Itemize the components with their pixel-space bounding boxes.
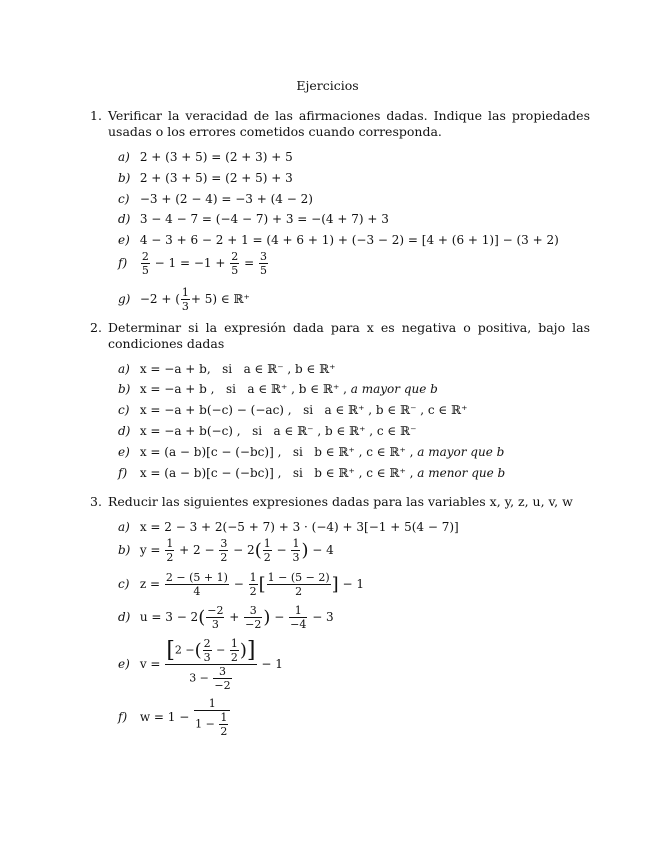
condition-note: a mayor que b [350, 382, 438, 396]
condition-word: si [222, 362, 233, 376]
item-label: c) [118, 192, 130, 206]
page-title: Ejercicios [296, 78, 359, 93]
fraction: $\frac{1}{-4}$ [290, 604, 307, 631]
math-expression: 3 − 4 − 7 = (−4 − 7) + 3 = −(4 + 7) + 3 [139, 212, 389, 226]
condition-word: si [292, 445, 303, 459]
exercise-2f [118, 466, 505, 480]
condition-word: si [303, 403, 314, 417]
exercise-2e [118, 445, 504, 459]
item-label: b) [118, 382, 131, 396]
fraction: 1 1 − $\frac{1}{2}$ [194, 698, 230, 737]
fraction: $\frac{1}{2}$ [220, 711, 228, 738]
math-expression: x = 2 − 3 + 2(−5 + 7) + 3 · (−4) + 3[−1 + 5(4 − 7)] [139, 520, 459, 534]
math-expression: x = −a + b(−c) , [139, 424, 241, 438]
fraction: $\frac{1}{2}$ [166, 537, 174, 564]
set-condition: a ∈ ℝ⁻ , b ∈ ℝ⁺ [243, 362, 336, 376]
math-expression: x = −a + b, [139, 362, 211, 376]
fraction: $\frac{3}{-2}$ [245, 604, 262, 631]
item-label: d) [118, 212, 131, 226]
math-expression: −2 + ( [139, 292, 180, 306]
problem-number: 1. [90, 108, 102, 123]
exercise-1f [118, 251, 269, 276]
condition-word: si [225, 382, 236, 396]
set-condition: a ∈ ℝ⁺ , b ∈ ℝ⁻ , c ∈ ℝ⁺ [324, 403, 468, 417]
math-expression: − 1 = −1 + [154, 256, 226, 270]
item-label: b) [118, 543, 131, 557]
problem-statement: Determinar si la expresión dada para x es negativa o positiva, bajo las condiciones dadas [108, 320, 590, 351]
exercise-3f: f) w = 1 − 1 1 − $\frac{1}{2}$ [118, 698, 231, 737]
math-expression: + 5) ∈ ℝ⁺ [190, 292, 250, 306]
fraction: $\frac{1}{2}$ [263, 537, 271, 564]
math-expression: x = −a + b , [139, 382, 215, 396]
math-expression: = [244, 256, 255, 270]
exercise-2a [118, 362, 336, 376]
set-condition: a ∈ ℝ⁺ , b ∈ ℝ⁺ , [247, 382, 347, 396]
problem-number: 2. [90, 320, 102, 335]
exercise-3b: b) y = $\frac{1}{2}$ + 2 − $\frac{3}{2}$ − 2( $\frac{1}{2}$ − $\frac{1}{3}$ ) − 4 [118, 537, 334, 564]
exercise-2b [118, 382, 438, 396]
item-label: f) [118, 466, 128, 480]
item-label: f) [118, 256, 128, 270]
fraction: [2 −( $\frac{2}{3}$ − $\frac{1}{2}$ )] 3 − $\frac{3}{-2}$ [166, 637, 256, 692]
item-label: c) [118, 403, 130, 417]
fraction: $\frac{-2}{3}$ [207, 604, 224, 631]
condition-note: a menor que b [417, 466, 506, 480]
exercise-1a [118, 150, 293, 164]
exercise-3a [118, 520, 459, 534]
math-expression: 2 + (3 + 5) = (2 + 5) + 3 [139, 171, 293, 185]
fraction: $\frac{1}{3}$ [181, 286, 189, 313]
math-expression: 2 + (3 + 5) = (2 + 3) + 5 [139, 150, 293, 164]
math-expression: 4 − 3 + 6 − 2 + 1 = (4 + 6 + 1) + (−3 − 2) = [4 + (6 + 1)] − (3 + 2) [139, 233, 559, 247]
item-label: e) [118, 445, 130, 459]
item-label: d) [118, 424, 131, 438]
exercise-1e [118, 233, 559, 247]
problem-statement: Verificar la veracidad de las afirmaciones dadas. Indique las propiedades usadas o los errores cometidos cuando corresponda. [108, 108, 590, 139]
item-label: f) [118, 710, 128, 724]
set-condition: b ∈ ℝ⁺ , c ∈ ℝ⁺ , [314, 466, 414, 480]
fraction: $\frac{2 - (5 + 1)}{4}$ [165, 571, 228, 598]
math-expression: x = (a − b)[c − (−bc)] , [139, 445, 282, 459]
fraction: $\frac{1}{2}$ [249, 571, 257, 598]
exercise-2c [118, 403, 467, 417]
math-expression: x = (a − b)[c − (−bc)] , [139, 466, 282, 480]
exercise-1c [118, 192, 313, 206]
item-label: e) [118, 233, 130, 247]
item-label: a) [118, 362, 130, 376]
condition-word: si [252, 424, 263, 438]
exercise-1g [118, 287, 250, 312]
exercise-1b [118, 171, 293, 185]
item-label: d) [118, 610, 131, 624]
fraction: $\frac{1 - (5 - 2)}{2}$ [267, 571, 330, 598]
fraction: $\frac{1}{3}$ [292, 537, 300, 564]
fraction: $\frac{3}{-2}$ [214, 665, 231, 692]
fraction: $\frac{2}{5}$ [141, 250, 149, 277]
condition-word: si [292, 466, 303, 480]
exercise-3d: d) u = 3 − 2( $\frac{-2}{3}$ + $\frac{3}{-2}$ ) − $\frac{1}{-4}$ − 3 [118, 604, 334, 631]
fraction: $\frac{1}{2}$ [230, 637, 238, 664]
math-expression: −3 + (2 − 4) = −3 + (4 − 2) [139, 192, 313, 206]
item-label: a) [118, 150, 130, 164]
fraction: $\frac{3}{2}$ [220, 537, 228, 564]
item-label: e) [118, 657, 130, 671]
condition-note: a mayor que b [417, 445, 505, 459]
problem-statement: Reducir las siguientes expresiones dadas para las variables x, y, z, u, v, w [108, 494, 573, 509]
item-label: g) [118, 292, 131, 306]
exercise-1d [118, 212, 389, 226]
set-condition: a ∈ ℝ⁻ , b ∈ ℝ⁺ , c ∈ ℝ⁻ [273, 424, 417, 438]
exercise-3c: c) z = $\frac{2 - (5 + 1)}{4}$ − $\frac{1}{2}$ [ $\frac{1 - (5 - 2)}{2}$ ] − 1 [118, 571, 364, 598]
item-label: c) [118, 577, 130, 591]
math-expression: x = −a + b(−c) − (−ac) , [139, 403, 292, 417]
exercise-3e: e) v = [2 −( $\frac{2}{3}$ − $\frac{1}{2}$ )] 3 − $\frac{3}{-2}$ − 1 [118, 637, 283, 692]
problem-number: 3. [90, 494, 102, 509]
item-label: b) [118, 171, 131, 185]
fraction: $\frac{3}{5}$ [259, 250, 267, 277]
set-condition: b ∈ ℝ⁺ , c ∈ ℝ⁺ , [314, 445, 414, 459]
fraction: $\frac{2}{3}$ [203, 637, 211, 664]
exercise-2d [118, 424, 416, 438]
item-label: a) [118, 520, 130, 534]
fraction: $\frac{2}{5}$ [231, 250, 239, 277]
